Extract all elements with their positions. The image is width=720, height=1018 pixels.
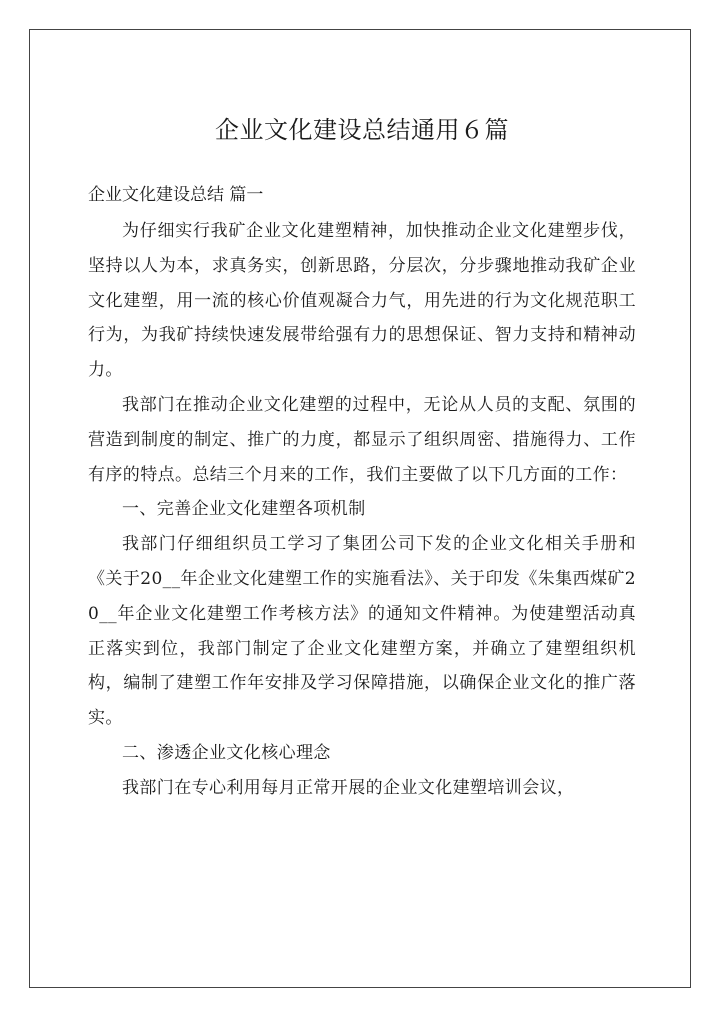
- paragraph-3: 我部门仔细组织员工学习了集团公司下发的企业文化相关手册和《关于20__年企业文化建塑工作的实施看法》、关于印发《朱集西煤矿20__年企业文化建塑工作考核方法》的通知文件精神。为使建塑活动真正落实到位，我部门制定了企业文化建塑方案，并确立了建塑组织机构，编制了建塑工作年安排及学习保障措施，以确保企业文化的推广落实。: [88, 534, 636, 729]
- document-title: 企业文化建设总结通用６篇: [215, 116, 509, 144]
- paragraph-4: 我部门在专心利用每月正常开展的企业文化建塑培训会议，: [122, 777, 575, 798]
- document-body: [88, 110, 636, 806]
- paragraph-2: 我部门在推动企业文化建塑的过程中，无论从人员的支配、氛围的营造到制度的制定、推广的力度，都显示了组织周密、措施得力、工作有序的特点。总结三个月来的工作，我们主要做了以下几方面的工作：: [88, 394, 636, 485]
- section-heading-2: 二、渗透企业文化核心理念: [122, 742, 331, 763]
- paragraph-1: 为仔细实行我矿企业文化建塑精神，加快推动企业文化建塑步伐，坚持以人为本，求真务实，创新思路，分层次，分步骤地推动我矿企业文化建塑，用一流的核心价值观凝合力气，用先进的行为文化规范职工行为，为我矿持续快速发展带给强有力的思想保证、智力支持和精神动力。: [88, 221, 636, 381]
- section-heading-1: 一、完善企业文化建塑各项机制: [122, 499, 366, 520]
- section-subtitle: 企业文化建设总结 篇一: [88, 185, 264, 205]
